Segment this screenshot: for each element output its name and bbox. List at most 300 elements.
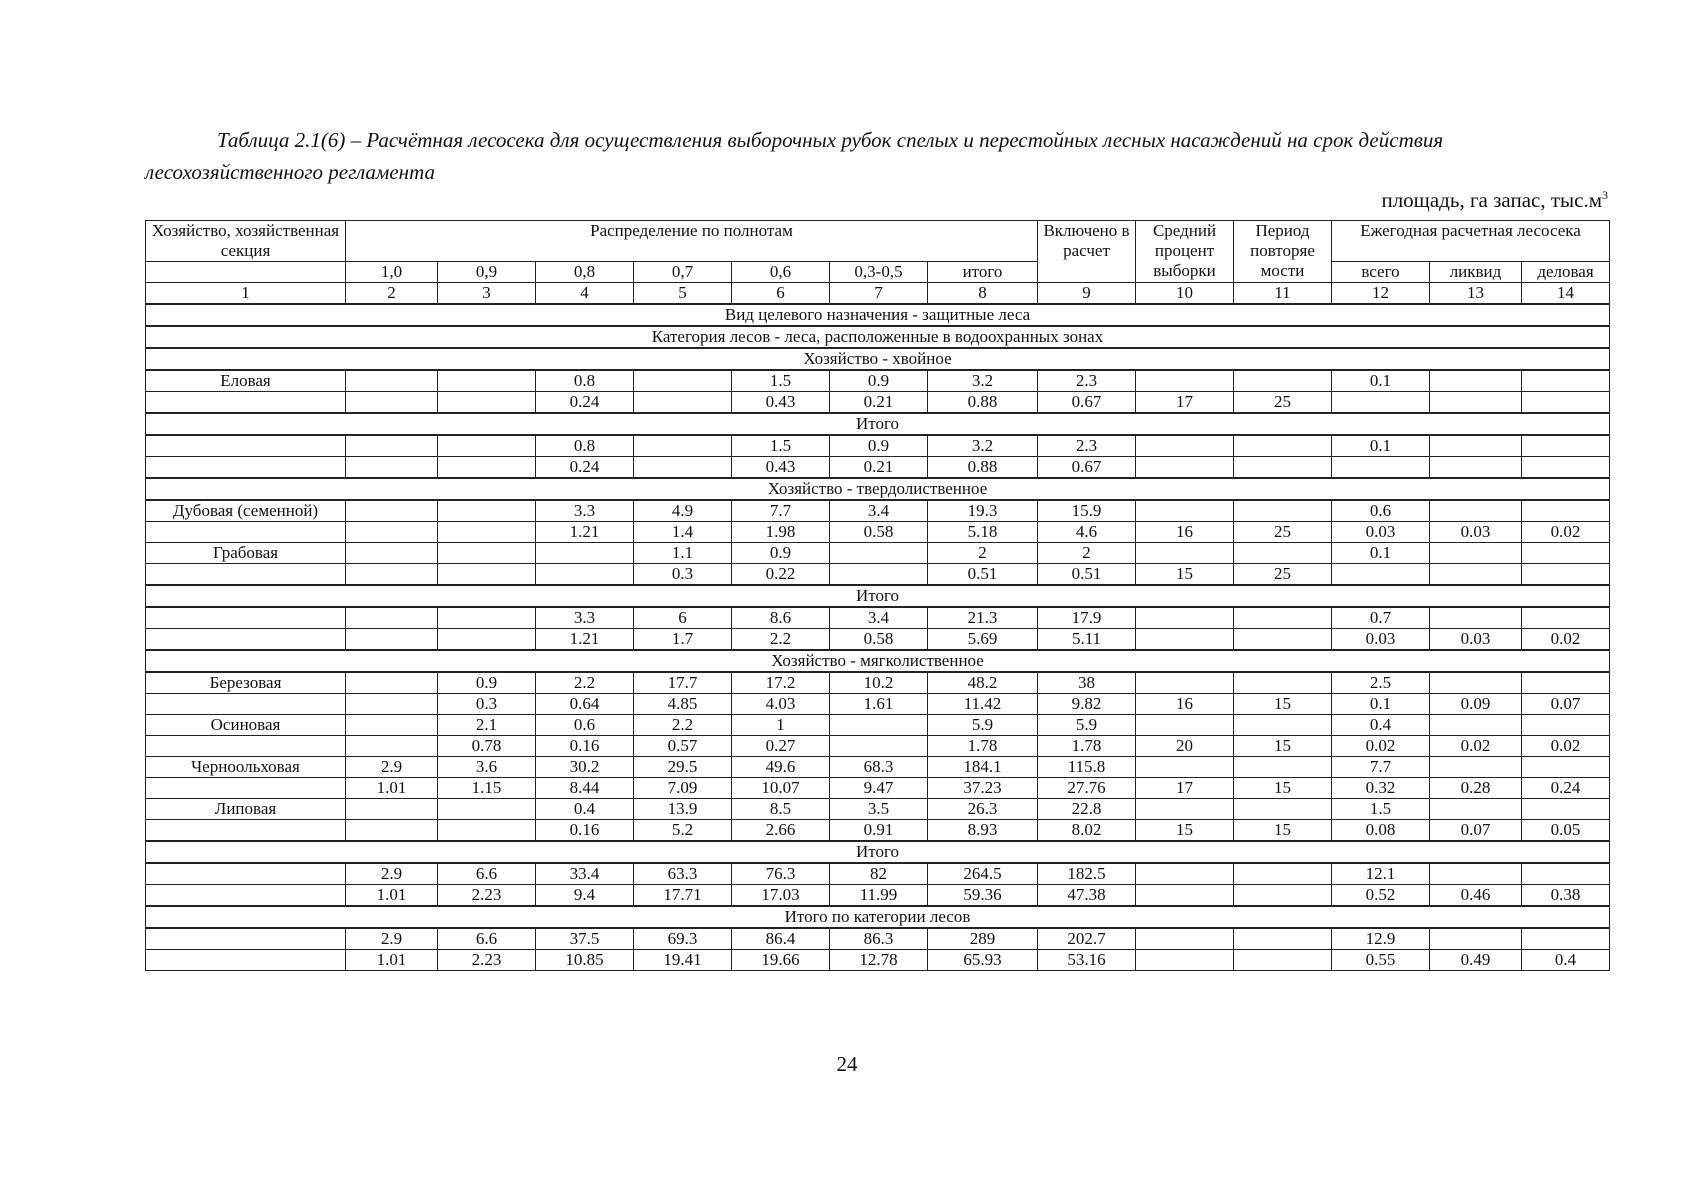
table-cell: 0.88 xyxy=(928,392,1038,414)
table-cell xyxy=(634,457,732,479)
table-row xyxy=(146,715,1610,736)
table-cell: 1.21 xyxy=(536,522,634,543)
table-cell: 0.43 xyxy=(732,457,830,479)
table-cell xyxy=(1234,543,1332,564)
table-cell: 15 xyxy=(1234,736,1332,757)
table-row xyxy=(146,392,1610,414)
table-cell: 4.03 xyxy=(732,694,830,715)
table-cell xyxy=(438,564,536,586)
table-cell xyxy=(1430,543,1522,564)
table-cell xyxy=(438,500,536,522)
table-cell: 2.9 xyxy=(346,863,438,885)
table-cell xyxy=(1136,950,1234,971)
section-row xyxy=(146,348,1610,370)
table-cell: 12.9 xyxy=(1332,928,1430,950)
table-cell xyxy=(1430,370,1522,392)
col-number: 1 xyxy=(146,283,346,305)
col-number: 8 xyxy=(928,283,1038,305)
table-cell xyxy=(438,457,536,479)
table-cell xyxy=(1136,607,1234,629)
table-row xyxy=(146,863,1610,885)
header-density-total: итого xyxy=(928,262,1038,283)
table-cell: 2.5 xyxy=(1332,672,1430,694)
table-cell: 1 xyxy=(732,715,830,736)
table-cell: 8.44 xyxy=(536,778,634,799)
table-cell: 65.93 xyxy=(928,950,1038,971)
table-cell: 16 xyxy=(1136,522,1234,543)
header-density-0-9: 0,9 xyxy=(438,262,536,283)
table-cell: 2.23 xyxy=(438,885,536,907)
table-cell: 27.76 xyxy=(1038,778,1136,799)
section-row xyxy=(146,478,1610,500)
table-cell xyxy=(346,457,438,479)
table-row xyxy=(146,457,1610,479)
table-cell xyxy=(634,370,732,392)
table-cell: 0.1 xyxy=(1332,435,1430,457)
table-cell: 17 xyxy=(1136,392,1234,414)
table-cell: 0.03 xyxy=(1332,522,1430,543)
table-row xyxy=(146,778,1610,799)
section-label: Вид целевого назначения - защитные леса xyxy=(146,304,1610,326)
table-cell: 1.15 xyxy=(438,778,536,799)
header-economy: Хозяйство, хозяйственная секция xyxy=(146,221,346,262)
table-cell: 0.27 xyxy=(732,736,830,757)
table-cell: 0.02 xyxy=(1430,736,1522,757)
col-number: 4 xyxy=(536,283,634,305)
table-cell xyxy=(438,799,536,820)
table-row xyxy=(146,694,1610,715)
table-cell xyxy=(1522,500,1610,522)
table-cell xyxy=(1136,629,1234,651)
table-cell: 7.7 xyxy=(732,500,830,522)
table-cell: 0.4 xyxy=(536,799,634,820)
table-cell: 3.4 xyxy=(830,500,928,522)
table-cell xyxy=(1522,799,1610,820)
col-number: 14 xyxy=(1522,283,1610,305)
table-cell xyxy=(1136,863,1234,885)
table-cell: 0.21 xyxy=(830,457,928,479)
header-density-0-3-0-5: 0,3-0,5 xyxy=(830,262,928,283)
table-cell xyxy=(346,672,438,694)
table-cell: 86.3 xyxy=(830,928,928,950)
table-cell: 0.28 xyxy=(1430,778,1522,799)
table-cell: 1.01 xyxy=(346,885,438,907)
table-row xyxy=(146,672,1610,694)
table-cell xyxy=(1136,370,1234,392)
table-cell xyxy=(1234,885,1332,907)
table-cell xyxy=(1234,629,1332,651)
table-cell: 3.3 xyxy=(536,607,634,629)
table-row xyxy=(146,543,1610,564)
table-cell xyxy=(346,694,438,715)
table-cell xyxy=(536,564,634,586)
table-cell: 47.38 xyxy=(1038,885,1136,907)
table-cell: 184.1 xyxy=(928,757,1038,778)
row-label-cell xyxy=(146,863,346,885)
table-cell xyxy=(1430,715,1522,736)
felling-table xyxy=(145,220,1610,971)
table-cell: 2.2 xyxy=(732,629,830,651)
table-cell: 1.5 xyxy=(732,435,830,457)
table-cell: 68.3 xyxy=(830,757,928,778)
table-cell: 10.85 xyxy=(536,950,634,971)
table-cell: 0.02 xyxy=(1332,736,1430,757)
table-cell xyxy=(1136,928,1234,950)
table-cell xyxy=(830,736,928,757)
table-cell xyxy=(1430,607,1522,629)
table-cell xyxy=(1522,543,1610,564)
row-label-cell xyxy=(146,457,346,479)
section-row xyxy=(146,906,1610,928)
table-row xyxy=(146,736,1610,757)
table-cell: 0.4 xyxy=(1522,950,1610,971)
table-cell xyxy=(1522,607,1610,629)
table-cell xyxy=(1136,672,1234,694)
table-cell: 8.6 xyxy=(732,607,830,629)
table-cell: 15 xyxy=(1234,694,1332,715)
table-cell: 25 xyxy=(1234,564,1332,586)
table-cell: 33.4 xyxy=(536,863,634,885)
table-cell: 0.1 xyxy=(1332,370,1430,392)
table-cell: 289 xyxy=(928,928,1038,950)
table-cell: 0.3 xyxy=(438,694,536,715)
section-label: Хозяйство - твердолиственное xyxy=(146,478,1610,500)
table-cell xyxy=(346,370,438,392)
row-label-cell xyxy=(146,629,346,651)
table-cell: 0.4 xyxy=(1332,715,1430,736)
table-cell: 202.7 xyxy=(1038,928,1136,950)
table-cell xyxy=(346,607,438,629)
row-label-cell xyxy=(146,392,346,414)
table-cell xyxy=(346,392,438,414)
table-cell: 21.3 xyxy=(928,607,1038,629)
table-cell: 0.9 xyxy=(732,543,830,564)
header-annual-commercial: деловая xyxy=(1522,262,1610,283)
row-label-cell: Осиновая xyxy=(146,715,346,736)
section-row xyxy=(146,585,1610,607)
table-cell: 17.7 xyxy=(634,672,732,694)
section-row xyxy=(146,841,1610,863)
table-cell xyxy=(1234,928,1332,950)
table-cell: 22.8 xyxy=(1038,799,1136,820)
table-cell: 0.09 xyxy=(1430,694,1522,715)
table-cell: 10.07 xyxy=(732,778,830,799)
table-cell xyxy=(438,392,536,414)
table-cell xyxy=(346,629,438,651)
table-row xyxy=(146,500,1610,522)
section-label: Хозяйство - хвойное xyxy=(146,348,1610,370)
table-cell: 0.9 xyxy=(830,370,928,392)
table-cell xyxy=(1522,564,1610,586)
col-number: 10 xyxy=(1136,283,1234,305)
table-cell xyxy=(1522,370,1610,392)
table-cell: 49.6 xyxy=(732,757,830,778)
table-cell: 1.78 xyxy=(1038,736,1136,757)
table-cell: 2.66 xyxy=(732,820,830,842)
table-cell: 38 xyxy=(1038,672,1136,694)
table-cell xyxy=(1234,672,1332,694)
table-cell: 53.16 xyxy=(1038,950,1136,971)
table-cell xyxy=(1522,435,1610,457)
table-cell: 5.69 xyxy=(928,629,1038,651)
table-cell: 10.2 xyxy=(830,672,928,694)
table-cell: 0.8 xyxy=(536,435,634,457)
table-cell: 17.03 xyxy=(732,885,830,907)
section-label: Итого xyxy=(146,413,1610,435)
table-cell xyxy=(438,629,536,651)
table-cell xyxy=(830,564,928,586)
table-cell: 0.02 xyxy=(1522,522,1610,543)
table-cell: 7.7 xyxy=(1332,757,1430,778)
col-number: 9 xyxy=(1038,283,1136,305)
table-cell: 4.6 xyxy=(1038,522,1136,543)
table-cell: 17.9 xyxy=(1038,607,1136,629)
table-cell xyxy=(1430,457,1522,479)
table-cell: 0.1 xyxy=(1332,694,1430,715)
table-cell: 16 xyxy=(1136,694,1234,715)
table-cell: 0.08 xyxy=(1332,820,1430,842)
table-cell xyxy=(1522,672,1610,694)
table-cell: 0.9 xyxy=(830,435,928,457)
table-cell: 1.21 xyxy=(536,629,634,651)
table-row xyxy=(146,799,1610,820)
table-cell xyxy=(1136,885,1234,907)
col-number: 5 xyxy=(634,283,732,305)
table-cell: 0.57 xyxy=(634,736,732,757)
table-cell: 2.9 xyxy=(346,757,438,778)
table-cell: 1.4 xyxy=(634,522,732,543)
table-cell: 12.1 xyxy=(1332,863,1430,885)
section-label: Итого по категории лесов xyxy=(146,906,1610,928)
row-label-cell xyxy=(146,928,346,950)
table-cell: 0.58 xyxy=(830,522,928,543)
table-cell xyxy=(346,564,438,586)
table-cell: 0.6 xyxy=(536,715,634,736)
table-row xyxy=(146,885,1610,907)
table-cell: 0.24 xyxy=(536,457,634,479)
col-number: 3 xyxy=(438,283,536,305)
section-row xyxy=(146,326,1610,348)
table-cell xyxy=(830,715,928,736)
table-cell: 0.55 xyxy=(1332,950,1430,971)
table-cell: 86.4 xyxy=(732,928,830,950)
page-number: 24 xyxy=(836,1052,858,1076)
table-row xyxy=(146,629,1610,651)
table-cell: 0.03 xyxy=(1332,629,1430,651)
header-included: Включено в расчет xyxy=(1038,221,1136,283)
table-cell: 2.23 xyxy=(438,950,536,971)
table-row xyxy=(146,757,1610,778)
table-cell: 5.9 xyxy=(928,715,1038,736)
table-cell: 5.11 xyxy=(1038,629,1136,651)
units-text: площадь, га запас, тыс.м xyxy=(1381,188,1602,212)
section-label: Итого xyxy=(146,585,1610,607)
table-body xyxy=(146,221,1610,971)
row-label-cell xyxy=(146,820,346,842)
table-cell: 25 xyxy=(1234,522,1332,543)
table-row xyxy=(146,564,1610,586)
row-label-cell xyxy=(146,736,346,757)
table-cell: 0.38 xyxy=(1522,885,1610,907)
table-cell xyxy=(346,500,438,522)
table-cell: 1.7 xyxy=(634,629,732,651)
table-cell xyxy=(1136,715,1234,736)
table-cell: 48.2 xyxy=(928,672,1038,694)
table-cell xyxy=(1136,757,1234,778)
table-cell: 11.42 xyxy=(928,694,1038,715)
table-cell xyxy=(1234,500,1332,522)
table-cell: 9.82 xyxy=(1038,694,1136,715)
table-cell: 115.8 xyxy=(1038,757,1136,778)
table-cell: 19.41 xyxy=(634,950,732,971)
table-cell xyxy=(634,435,732,457)
table-cell: 76.3 xyxy=(732,863,830,885)
table-cell xyxy=(346,799,438,820)
table-cell: 0.22 xyxy=(732,564,830,586)
table-cell: 0.6 xyxy=(1332,500,1430,522)
col-number: 2 xyxy=(346,283,438,305)
row-label-cell xyxy=(146,778,346,799)
section-label: Итого xyxy=(146,841,1610,863)
table-cell: 1.1 xyxy=(634,543,732,564)
table-cell: 0.64 xyxy=(536,694,634,715)
table-cell: 0.32 xyxy=(1332,778,1430,799)
table-cell xyxy=(1430,392,1522,414)
table-cell xyxy=(1234,799,1332,820)
header-annual-liquid: ликвид xyxy=(1430,262,1522,283)
table-cell: 3.6 xyxy=(438,757,536,778)
table-row xyxy=(146,522,1610,543)
table-cell: 0.58 xyxy=(830,629,928,651)
table-cell xyxy=(1234,950,1332,971)
header-avg-percent: Средний процент выборки xyxy=(1136,221,1234,283)
table-row xyxy=(146,607,1610,629)
table-cell: 6 xyxy=(634,607,732,629)
row-label-cell xyxy=(146,950,346,971)
table-cell: 17 xyxy=(1136,778,1234,799)
table-row xyxy=(146,435,1610,457)
table-cell: 2 xyxy=(1038,543,1136,564)
row-label-cell: Березовая xyxy=(146,672,346,694)
table-cell xyxy=(1136,435,1234,457)
table-cell: 37.5 xyxy=(536,928,634,950)
table-cell: 17.71 xyxy=(634,885,732,907)
table-cell: 0.91 xyxy=(830,820,928,842)
table-cell xyxy=(438,522,536,543)
table-cell: 2.9 xyxy=(346,928,438,950)
table-cell: 19.66 xyxy=(732,950,830,971)
table-cell: 69.3 xyxy=(634,928,732,950)
table-caption: Таблица 2.1(6) – Расчётная лесосека для осуществления выборочных рубок спелых и перестойных лесных насаждений на срок действия лесохозяйственного регламента xyxy=(145,128,1444,184)
row-label-cell: Липовая xyxy=(146,799,346,820)
table-cell: 1.98 xyxy=(732,522,830,543)
table-cell xyxy=(1136,799,1234,820)
table-row xyxy=(146,950,1610,971)
table-cell: 2.2 xyxy=(634,715,732,736)
header-density-0-6: 0,6 xyxy=(732,262,830,283)
col-number: 12 xyxy=(1332,283,1430,305)
header-row-3 xyxy=(146,262,1610,283)
table-cell: 0.07 xyxy=(1522,694,1610,715)
table-cell: 3.4 xyxy=(830,607,928,629)
table-cell: 30.2 xyxy=(536,757,634,778)
table-cell xyxy=(346,522,438,543)
table-cell: 0.46 xyxy=(1430,885,1522,907)
table-cell: 2.1 xyxy=(438,715,536,736)
table-cell xyxy=(438,820,536,842)
table-cell xyxy=(1430,500,1522,522)
table-cell: 8.02 xyxy=(1038,820,1136,842)
table-cell: 0.88 xyxy=(928,457,1038,479)
units-superscript: 3 xyxy=(1602,188,1608,202)
table-cell: 9.4 xyxy=(536,885,634,907)
table-cell xyxy=(830,543,928,564)
section-row xyxy=(146,413,1610,435)
table-row xyxy=(146,928,1610,950)
col-number: 13 xyxy=(1430,283,1522,305)
table-cell: 0.16 xyxy=(536,820,634,842)
header-annual: Ежегодная расчетная лесосека xyxy=(1332,221,1610,262)
table-cell xyxy=(536,543,634,564)
table-cell: 59.36 xyxy=(928,885,1038,907)
table-cell: 0.8 xyxy=(536,370,634,392)
table-cell xyxy=(1234,370,1332,392)
table-cell xyxy=(438,543,536,564)
row-label-cell: Еловая xyxy=(146,370,346,392)
table-cell xyxy=(346,820,438,842)
table-cell: 26.3 xyxy=(928,799,1038,820)
header-density-1-0: 1,0 xyxy=(346,262,438,283)
table-cell xyxy=(1430,672,1522,694)
table-cell xyxy=(438,607,536,629)
table-cell: 6.6 xyxy=(438,928,536,950)
table-cell: 3.2 xyxy=(928,435,1038,457)
table-cell: 0.43 xyxy=(732,392,830,414)
table-cell: 15 xyxy=(1136,820,1234,842)
table-cell: 0.05 xyxy=(1522,820,1610,842)
table-cell: 0.52 xyxy=(1332,885,1430,907)
table-cell: 0.07 xyxy=(1430,820,1522,842)
table-cell xyxy=(1234,863,1332,885)
table-cell: 5.18 xyxy=(928,522,1038,543)
table-cell: 182.5 xyxy=(1038,863,1136,885)
table-cell: 15 xyxy=(1136,564,1234,586)
table-cell: 1.5 xyxy=(732,370,830,392)
row-label-cell xyxy=(146,522,346,543)
table-cell xyxy=(1430,863,1522,885)
table-cell xyxy=(1332,457,1430,479)
table-cell: 0.24 xyxy=(1522,778,1610,799)
table-cell: 82 xyxy=(830,863,928,885)
table-cell xyxy=(1234,457,1332,479)
table-cell xyxy=(1234,435,1332,457)
table-cell xyxy=(346,435,438,457)
table-cell xyxy=(1430,799,1522,820)
table-cell: 0.67 xyxy=(1038,392,1136,414)
row-label-cell: Грабовая xyxy=(146,543,346,564)
row-label-cell xyxy=(146,885,346,907)
table-cell: 0.02 xyxy=(1522,736,1610,757)
section-label: Хозяйство - мягколиственное xyxy=(146,650,1610,672)
header-density-0-7: 0,7 xyxy=(634,262,732,283)
table-cell xyxy=(1522,715,1610,736)
table-cell: 20 xyxy=(1136,736,1234,757)
section-row xyxy=(146,650,1610,672)
table-cell xyxy=(1234,607,1332,629)
table-cell: 17.2 xyxy=(732,672,830,694)
table-row xyxy=(146,820,1610,842)
table-cell: 3.3 xyxy=(536,500,634,522)
